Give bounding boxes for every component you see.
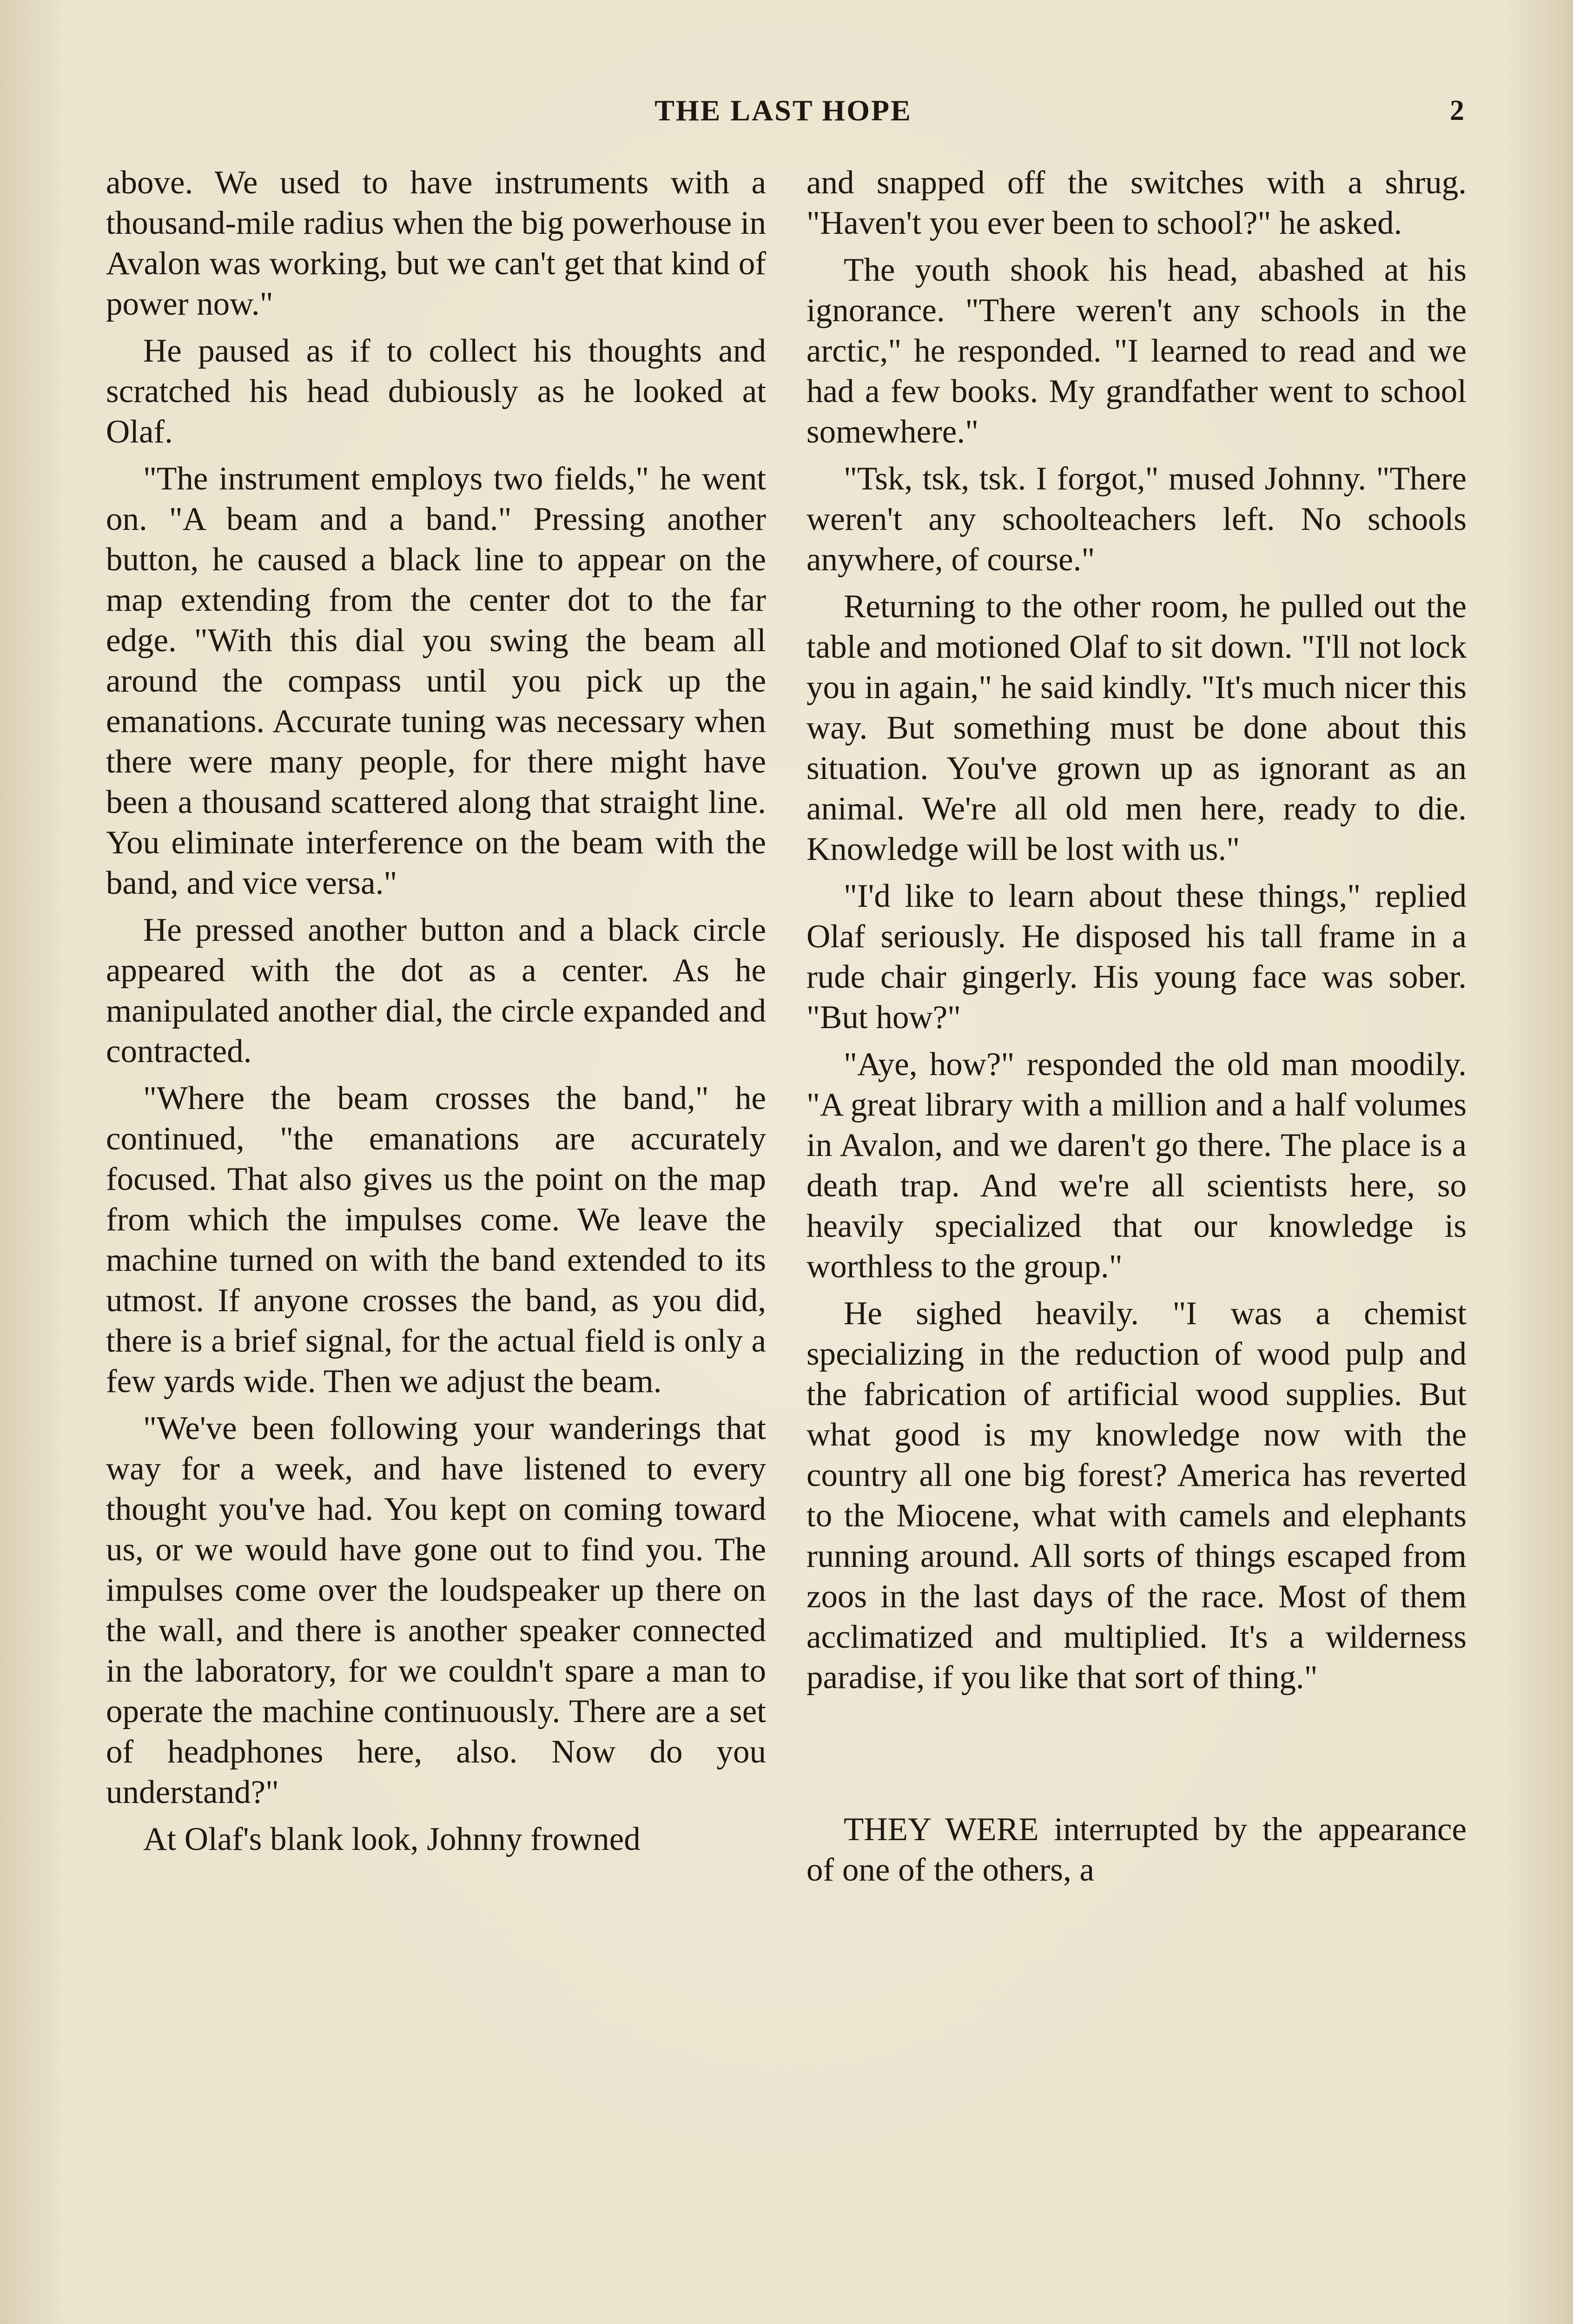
- paragraph: "Where the beam crosses the band," he continued, "the emanations are accurately focused. That also gives us the point on the map from which the impulses come. We leave the machine turned on with the band extended to its utmost. If anyone crosses the band, as you did, there is a brief signal, for the actual field is only a few yards wide. Then we adjust the beam.: [106, 1080, 766, 1400]
- paragraph: above. We used to have instruments with a thousand-mile radius when the big powerhouse in Avalon was working, but we can't get that kind of power now.": [106, 165, 766, 322]
- running-title: THE LAST HOPE: [654, 94, 912, 127]
- paragraph: "The instrument employs two fields," he went on. "A beam and a band." Pressing another button, he caused a black line to appear on the map extending from the center dot to the far edge. "With this dial you swing the beam all around the compass until you pick up the emanations. Accurate tuning was necessary when there were many people, for there might have been a thousand scattered along that straight line. You eliminate interference on the beam with the band, and vice versa.": [106, 461, 766, 901]
- paragraph: He pressed another button and a black circle appeared with the dot as a center. As he manipulated another dial, the circle expanded and contracted.: [106, 912, 766, 1070]
- paragraph: "I'd like to learn about these things," replied Olaf seriously. He disposed his tall frame in a rude chair gingerly. His young face was sober. "But how?": [806, 878, 1467, 1036]
- right-column: [806, 163, 1467, 1897]
- paragraph: Returning to the other room, he pulled out the table and motioned Olaf to sit down. "I'll not lock you in again," he said kindly. "It's much nicer this way. But something must be done about this situation. You've grown up as ignorant as an animal. We're all old men here, ready to die. Knowledge will be lost with us.": [806, 588, 1467, 867]
- left-column: [106, 163, 766, 1866]
- paragraph: "Aye, how?" responded the old man moodily. "A great library with a million and a half volumes in Avalon, and we daren't go there. The place is a death trap. And we're all scientists here, so heavily specialized that our knowledge is worthless to the group.": [806, 1046, 1467, 1285]
- section-start-paragraph: THEY WERE interrupted by the appearance of one of the others, a: [806, 1811, 1467, 1888]
- paragraph: At Olaf's blank look, Johnny frowned: [143, 1821, 641, 1857]
- paragraph: The youth shook his head, abashed at his ignorance. "There weren't any schools in the arctic," he responded. "I learned to read and we had a few books. My grandfather went to school somewhere.": [806, 252, 1467, 450]
- paragraph: "Tsk, tsk, tsk. I forgot," mused Johnny. "There weren't any schoolteachers left. No schools anywhere, of course.": [806, 461, 1467, 578]
- paragraph: "We've been following your wanderings that way for a week, and have listened to every thought you've had. You kept on coming toward us, or we would have gone out to find you. The impulses come over the loudspeaker up there on the wall, and there is another speaker connected in the laboratory, for we couldn't spare a man to operate the machine continuously. There are a set of headphones here, also. Now do you understand?": [106, 1410, 766, 1810]
- paragraph: and snapped off the switches with a shrug. "Haven't you ever been to school?" he asked.: [806, 165, 1467, 241]
- page-header: [102, 92, 1464, 129]
- page-number: 2: [1450, 95, 1464, 126]
- paragraph: He sighed heavily. "I was a chemist specializing in the reduction of wood pulp and the fabrication of artificial wood supplies. But what good is my knowledge now with the country all one big forest? America has reverted to the Miocene, what with camels and elephants running around. All sorts of things escaped from zoos in the last days of the race. Most of them acclimatized and multiplied. It's a wilderness paradise, if you like that sort of thing.": [806, 1295, 1467, 1696]
- paragraph: He paused as if to collect his thoughts and scratched his head dubiously as he looked at Olaf.: [106, 333, 766, 450]
